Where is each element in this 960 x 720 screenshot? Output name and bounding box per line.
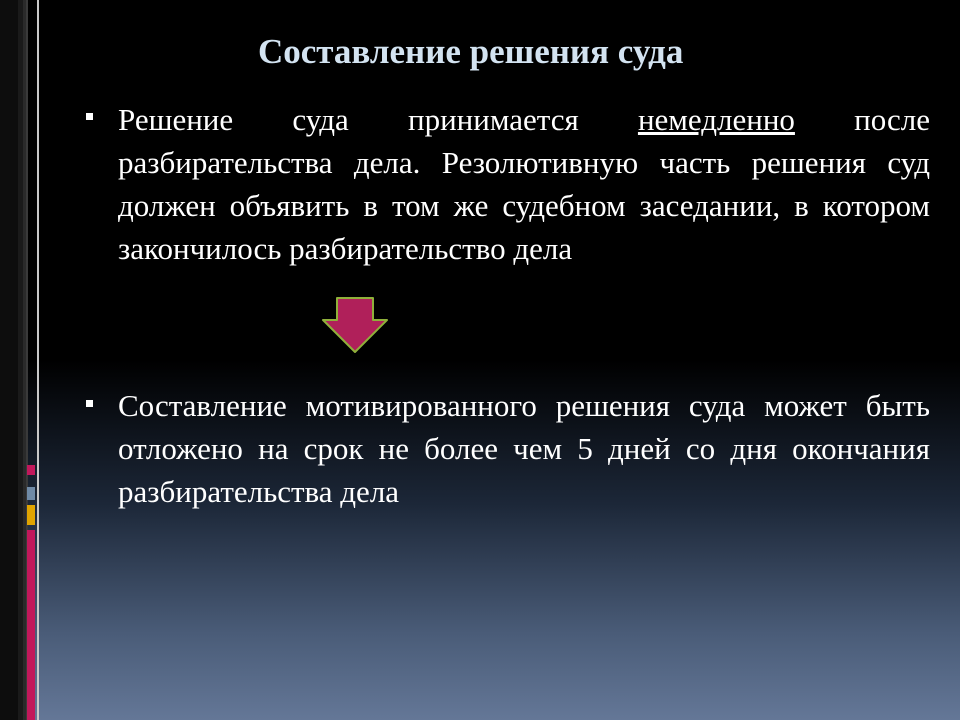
bullet-1-text-after: после разбирательства дела. Резолютивную часть решения суд должен объявить в том же судебном заседании, в котором закончилось разбирательство дела (118, 102, 930, 266)
accent-bar-pink (27, 530, 35, 720)
bullet-marker (86, 113, 93, 120)
down-arrow-icon (320, 296, 390, 354)
bullet-marker (86, 400, 93, 407)
left-stripe-light (37, 0, 39, 720)
accent-mark-blue (27, 487, 35, 500)
bullet-2-text: Составление мотивированного решения суда может быть отложено на срок не более чем 5 дней со дня окончания разбирательства дела (118, 388, 930, 509)
bullet-1-text-before: Решение суда принимается (118, 102, 638, 137)
accent-mark-pink (27, 465, 35, 475)
accent-mark-yellow (27, 505, 35, 525)
slide-title: Составление решения суда (258, 32, 684, 71)
left-stripe (0, 0, 18, 720)
bullet-1-underlined-word: немедленно (637, 102, 795, 137)
bullet-1-text (118, 98, 930, 270)
